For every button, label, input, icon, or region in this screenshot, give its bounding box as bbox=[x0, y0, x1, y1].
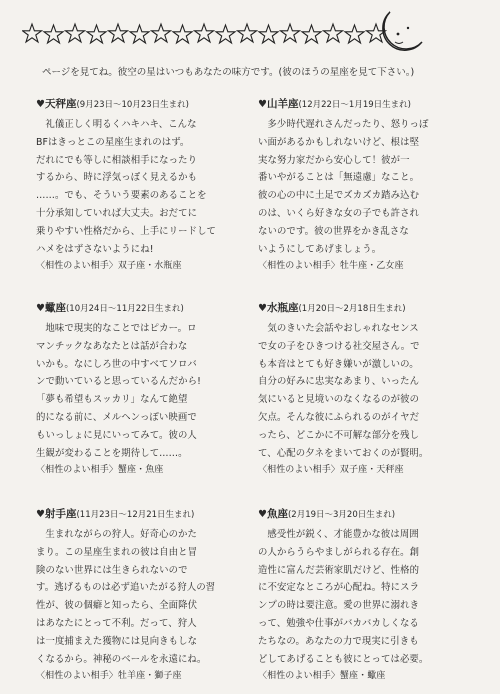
body-line: 自分の好みに忠実なあまり、いったん bbox=[258, 376, 420, 388]
section-heading bbox=[258, 96, 458, 113]
section-scorpio bbox=[36, 300, 236, 480]
sign-name: 水瓶座 bbox=[266, 302, 299, 314]
body-line: のは、いくら好きな女の子でも許され bbox=[258, 207, 420, 219]
compatibility: 〈相性のよい相手〉双子座・天秤座 bbox=[258, 465, 404, 476]
body-line: で女の子をひきつける社交屋さん。で bbox=[258, 340, 420, 352]
body-line: 感受性が鋭く、才能豊かな彼は周囲 bbox=[267, 529, 419, 540]
body-line: 気にいると見境いのなくなるのが彼の bbox=[258, 394, 420, 406]
section-body bbox=[36, 526, 236, 686]
section-body bbox=[36, 116, 236, 276]
body-line: ハメをはずさないようにね! bbox=[36, 243, 154, 255]
body-line: BFはきっとこの星座生まれのはず。 bbox=[36, 136, 190, 148]
compatibility: 〈相性のよい相手〉蟹座・蠍座 bbox=[258, 671, 386, 682]
body-line: するから、時に浮気っぽく見えるかも bbox=[36, 172, 198, 184]
section-heading bbox=[36, 300, 236, 317]
body-line: も本音はとても好き嫌いが激しいの。 bbox=[258, 358, 419, 370]
section-aquarius bbox=[258, 300, 458, 480]
sign-name: 魚座 bbox=[266, 508, 288, 520]
body-line: 気のきいた会話やおしゃれなセンス bbox=[267, 323, 419, 334]
body-line: 番いやがることは「無遠慮」なこと。 bbox=[258, 172, 420, 184]
body-line: いかも。なにしろ世の中すべてソロバ bbox=[36, 358, 197, 370]
compatibility: 〈相性のよい相手〉牡羊座・獅子座 bbox=[36, 671, 182, 682]
section-sagittarius bbox=[36, 506, 236, 686]
body-line: 乗りやすい性格だから、上手にリードして bbox=[36, 225, 217, 237]
birth-dates: (2月19日〜3月20日生まれ) bbox=[287, 510, 396, 520]
body-line: は一度捕まえた獲物には見向きもしな bbox=[36, 635, 198, 647]
section-capricorn bbox=[258, 96, 458, 276]
section-body bbox=[36, 320, 236, 480]
body-line: 実な努力家だから安心して！彼が一 bbox=[258, 154, 410, 166]
body-line: 険のない世界には生きられないので bbox=[36, 564, 188, 576]
birth-dates: (10月24日〜11月22日生まれ) bbox=[65, 304, 184, 314]
star-border-icon bbox=[22, 22, 426, 46]
body-line: ……。でも、そういう要素のあることを bbox=[36, 190, 207, 202]
body-line: まり。この星座生まれの彼は自由と冒 bbox=[36, 546, 198, 558]
body-line: もいっしょに見にいってみて。彼の人 bbox=[36, 429, 197, 441]
body-line: 礼儀正しく明るくハキハキ、こんな bbox=[45, 119, 197, 130]
section-heading bbox=[36, 96, 236, 113]
sign-name: 天秤座 bbox=[44, 98, 77, 110]
section-body bbox=[258, 526, 458, 686]
heart-icon: ♥ bbox=[36, 303, 45, 314]
body-line: 生観が変わることを期待して……。 bbox=[36, 447, 188, 459]
body-line: 欠点。そんな彼にふられるのがイヤだ bbox=[258, 411, 420, 423]
birth-dates: (1月20日〜2月18日生まれ) bbox=[298, 304, 406, 314]
body-line: はあなたにとって不利。だって、狩人 bbox=[36, 617, 197, 629]
body-line: いようにしてあげましょう。 bbox=[258, 243, 382, 255]
body-line: 十分承知していれば大丈夫。おだてに bbox=[36, 207, 198, 219]
compatibility: 〈相性のよい相手〉牡牛座・乙女座 bbox=[258, 261, 404, 272]
body-line: たちなの。あなたの力で現実に引きも bbox=[258, 635, 419, 647]
body-line: ンで動いていると思っているんだから! bbox=[36, 376, 201, 388]
compatibility: 〈相性のよい相手〉双子座・水瓶座 bbox=[36, 261, 182, 272]
body-line: て、心配の夕ネをまいておくのが賢明。 bbox=[258, 447, 429, 459]
body-line: くなるから。神秘のベールを永遠にね。 bbox=[36, 653, 207, 665]
body-line: い面があるかもしれないけど、根は堅 bbox=[258, 136, 420, 148]
body-line: ったら、どこかに不可解な部分を残し bbox=[258, 429, 420, 441]
body-line: 多少時代遅れさんだったり、怒りっぽ bbox=[267, 119, 429, 130]
moon-face-icon bbox=[368, 8, 426, 60]
section-libra bbox=[36, 96, 236, 276]
body-line: マンチックなあなたとは話が合わな bbox=[36, 340, 188, 352]
section-pisces bbox=[258, 506, 458, 686]
section-heading bbox=[36, 506, 236, 523]
section-body bbox=[258, 320, 458, 480]
birth-dates: (9月23日〜10月23日生まれ) bbox=[76, 100, 189, 110]
heart-icon: ♥ bbox=[36, 99, 45, 110]
body-line: 造性に富んだ芸術家肌だけど、性格的 bbox=[258, 564, 420, 576]
body-line: 性が、彼の個癖と知ったら、全面降伏 bbox=[36, 600, 198, 612]
heart-icon: ♥ bbox=[36, 509, 45, 520]
compatibility: 〈相性のよい相手〉蟹座・魚座 bbox=[36, 465, 164, 476]
sign-name: 蠍座 bbox=[44, 302, 66, 314]
birth-dates: (11月23日〜12月21日生まれ) bbox=[76, 510, 195, 520]
section-heading bbox=[258, 506, 458, 523]
body-line: って、勉強や仕事がバカバカしくなる bbox=[258, 617, 419, 629]
body-line: ないのです。彼の世界をかき乱さな bbox=[258, 225, 409, 237]
birth-dates: (12月22日〜1月19日生まれ) bbox=[298, 100, 411, 110]
heart-icon: ♥ bbox=[258, 99, 267, 110]
heart-icon: ♥ bbox=[258, 303, 267, 314]
intro-text: ページを見てね。彼空の星はいつもあなたの味方です。(彼のほうの星座を見て下さい。) bbox=[42, 67, 415, 78]
body-line: 的になる前に、メルヘンっぽい映画で bbox=[36, 411, 197, 423]
body-line: 地味で現実的なことではピカー。ロ bbox=[45, 323, 197, 334]
body-line: どしてあげることも彼にとっては必要。 bbox=[258, 653, 429, 665]
body-line: だれにでも等しに相談相手になったり bbox=[36, 154, 198, 166]
body-line: の人からうらやましがられる存在。創 bbox=[258, 546, 420, 558]
body-line: に不安定なところが心配ね。特にスラ bbox=[258, 582, 420, 594]
body-line: 彼の心の中に土足でズカズカ踏み込む bbox=[258, 190, 420, 202]
body-line: 生まれながらの狩人。好奇心のかた bbox=[45, 529, 197, 540]
section-heading bbox=[258, 300, 458, 317]
heart-icon: ♥ bbox=[258, 509, 267, 520]
body-line: 「夢も希望もスッカリ」なんて絶望 bbox=[36, 394, 188, 406]
section-body bbox=[258, 116, 458, 276]
body-line: ンプの時は要注意。愛の世界に溺れき bbox=[258, 600, 420, 612]
body-line: す。逃げるものは必ず追いたがる狩人の習 bbox=[36, 582, 216, 594]
sign-name: 山羊座 bbox=[266, 98, 299, 110]
sign-name: 射手座 bbox=[44, 508, 77, 520]
